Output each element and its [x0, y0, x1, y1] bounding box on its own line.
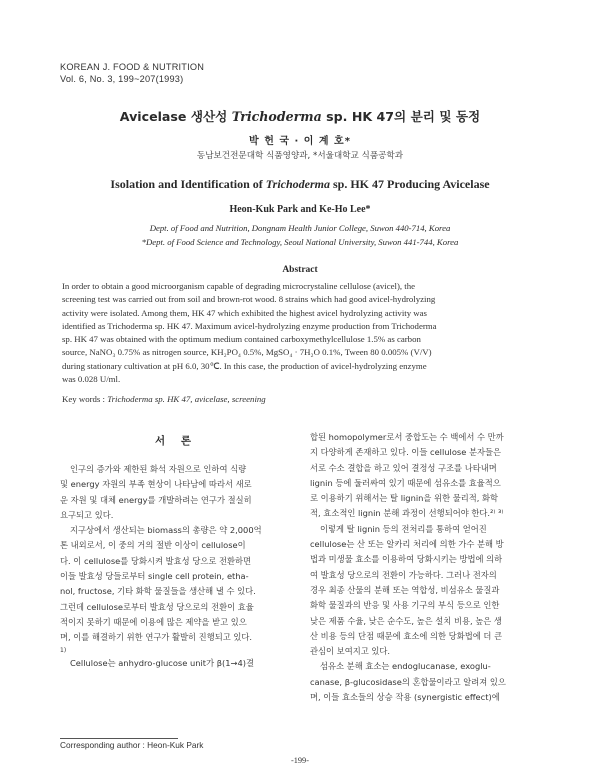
body-line: 화학 물질과의 반응 및 사용 기구의 부식 등으로 인한 — [310, 600, 500, 611]
page-number: -199- — [291, 756, 309, 765]
abstract-line: source, NaNO₃ 0.75% as nitrogen source, KH₂PO₄ 0.5%, MgSO₄ · 7H₂O 0.1%, Tween 80 0.005% (V/V) — [62, 347, 432, 358]
keywords-label: Key words : — [62, 394, 108, 404]
abstract-line: identified as Trichoderma sp. HK 47. Maximum avicel-hydrolyzing enzyme production from Trichoderma — [62, 320, 437, 331]
body-line: 요구되고 있다. — [60, 509, 114, 520]
body-line: 산 비용 등의 단점 때문에 효소에 의한 당화법에 더 큰 — [310, 630, 503, 641]
body-line: 서로 수소 결합을 하고 있어 결정성 구조를 나타내며 — [310, 462, 497, 473]
corresponding-author-note: Corresponding author : Heon-Kuk Park — [60, 740, 204, 750]
body-line: 경우 최종 산물의 분해 또는 역합성, 비섬유소 물질과 — [310, 584, 500, 595]
left-column — [60, 462, 292, 671]
footnote-divider — [60, 738, 178, 739]
abstract-line: screening test was carried out from soil and brown-rot wood. 8 strains which had good avicel-hydrolyzing — [62, 294, 436, 305]
english-title — [0, 177, 600, 192]
english-title-part1: Isolation and Identification of — [110, 177, 266, 191]
abstract-line: sp. HK 47 was obtained with the optimum medium contained carboxymethylcellulose 1.5% as carbon — [62, 334, 421, 345]
korean-title-species: Trichoderma — [231, 109, 322, 124]
abstract-body — [62, 280, 542, 386]
body-line: 관심이 보여지고 있다. — [310, 646, 391, 657]
body-line: 여 발효성 당으로의 전환이 가능하다. 그러나 전자의 — [310, 569, 497, 580]
body-line: 며, 이들 효소들의 상승 작용 (synergistic effect)에 — [310, 692, 500, 703]
english-affiliation-1: Dept. of Food and Nutrition, Dongnam Health Junior College, Suwon 440-714, Korea — [149, 223, 451, 233]
english-affiliation-2: *Dept. of Food Science and Technology, Seoul National University, Suwon 441-744, Korea — [141, 237, 459, 247]
journal-volume: Vol. 6, No. 3, 199~207(1993) — [60, 73, 184, 84]
abstract-heading: Abstract — [282, 265, 318, 275]
body-line: 이들 발효성 당들로부터 single cell protein, etha- — [60, 571, 249, 582]
body-line: 며, 이를 해결하기 위한 연구가 활발히 진행되고 있다. — [60, 632, 253, 643]
english-title-part2: sp. HK 47 Producing Avicelase — [330, 177, 490, 191]
english-authors: Heon-Kuk Park and Ke-Ho Lee* — [229, 204, 371, 215]
body-line: 다. 이 cellulose를 당화시켜 발효성 당으로 전환하면 — [60, 555, 252, 566]
body-line: 지구상에서 생산되는 biomass의 총량은 약 2,000억 — [70, 525, 262, 536]
korean-title — [0, 106, 600, 125]
body-line: 법과 미생물 효소를 이용하여 당화시키는 방법에 의하 — [310, 554, 503, 565]
journal-name: KOREAN J. FOOD & NUTRITION — [60, 62, 205, 72]
body-line: 지 다양하게 존재하고 있다. 이들 cellulose 분자들은 — [310, 447, 502, 458]
body-line: cellulose는 산 또는 알카리 처리에 의한 가수 분해 방 — [310, 539, 504, 550]
body-line: 톤 내외로서, 이 중의 거의 절반 이상이 cellulose이 — [60, 540, 246, 551]
body-line: 합된 homopolymer로서 중합도는 수 백에서 수 만까 — [310, 432, 504, 442]
body-line: 로 이용하기 위해서는 탈 lignin을 위한 물리적, 화학 — [310, 493, 499, 504]
korean-title-part2: sp. HK 47의 분리 및 동정 — [321, 109, 481, 124]
keywords-list: Trichoderma sp. HK 47, avicelase, screening — [107, 394, 266, 404]
body-line: 이렇게 탈 lignin 등의 전처리를 통하여 얻어진 — [320, 523, 487, 534]
body-line: canase, β-glucosidase의 혼합물이라고 알려져 있으 — [310, 676, 506, 687]
abstract-line: In order to obtain a good microorganism capable of degrading microcrystaline cellulose (avicel), the — [62, 281, 416, 291]
body-line: 섬유소 분해 효소는 endoglucanase, exoglu- — [320, 661, 491, 672]
abstract-line: was 0.028 U/ml. — [62, 374, 121, 385]
right-column — [310, 430, 542, 705]
body-line: 낮은 제품 수율, 낮은 순수도, 높은 설치 비용, 높은 생 — [310, 615, 502, 626]
journal-header — [60, 62, 204, 85]
body-line: 적, 효소적인 lignin 분해 과정이 선행되어야 한다.²⁾ ³⁾ — [310, 508, 504, 519]
body-line: lignin 등에 둘러싸여 있기 때문에 섬유소를 효율적으 — [310, 477, 501, 488]
reference-mark: 1) — [60, 646, 67, 654]
body-line: nol, fructose, 기타 화학 물질들을 생산해 낼 수 있다. — [60, 586, 256, 597]
keywords — [62, 394, 266, 404]
abstract-line: activity were isolated. Among them, HK 47 which exhibited the highest avicel hydrolyzing activity was — [62, 307, 427, 318]
body-line: Cellulose는 anhydro-glucose unit가 β(1→4)결 — [70, 657, 255, 668]
korean-title-part1: Avicelase 생산성 — [119, 109, 232, 124]
body-line: 및 energy 자원의 부족 현상이 나타남에 따라서 새로 — [60, 479, 252, 490]
body-line: 적이지 못하기 때문에 이용에 많은 제약을 받고 있으 — [60, 616, 247, 627]
abstract-line: during stationary cultivation at pH 6.0, 30℃. In this case, the production of avicel-hydrolyzing enzyme — [62, 360, 427, 371]
body-line: 그런데 cellulose로부터 발효성 당으로의 전환이 효율 — [60, 601, 254, 612]
section-heading-introduction: 서 론 — [155, 435, 197, 447]
body-line: 운 자원 및 대체 energy를 개발하려는 연구가 절실히 — [60, 494, 252, 505]
korean-affiliation: 동남보건전문대학 식품영양과, *서울대학교 식품공학과 — [196, 151, 404, 161]
korean-authors: 박 헌 국 · 이 계 호* — [249, 136, 351, 147]
body-line: 인구의 증가와 제한된 화석 자원으로 인하여 식량 — [70, 464, 247, 474]
english-title-species: Trichoderma — [265, 177, 330, 191]
